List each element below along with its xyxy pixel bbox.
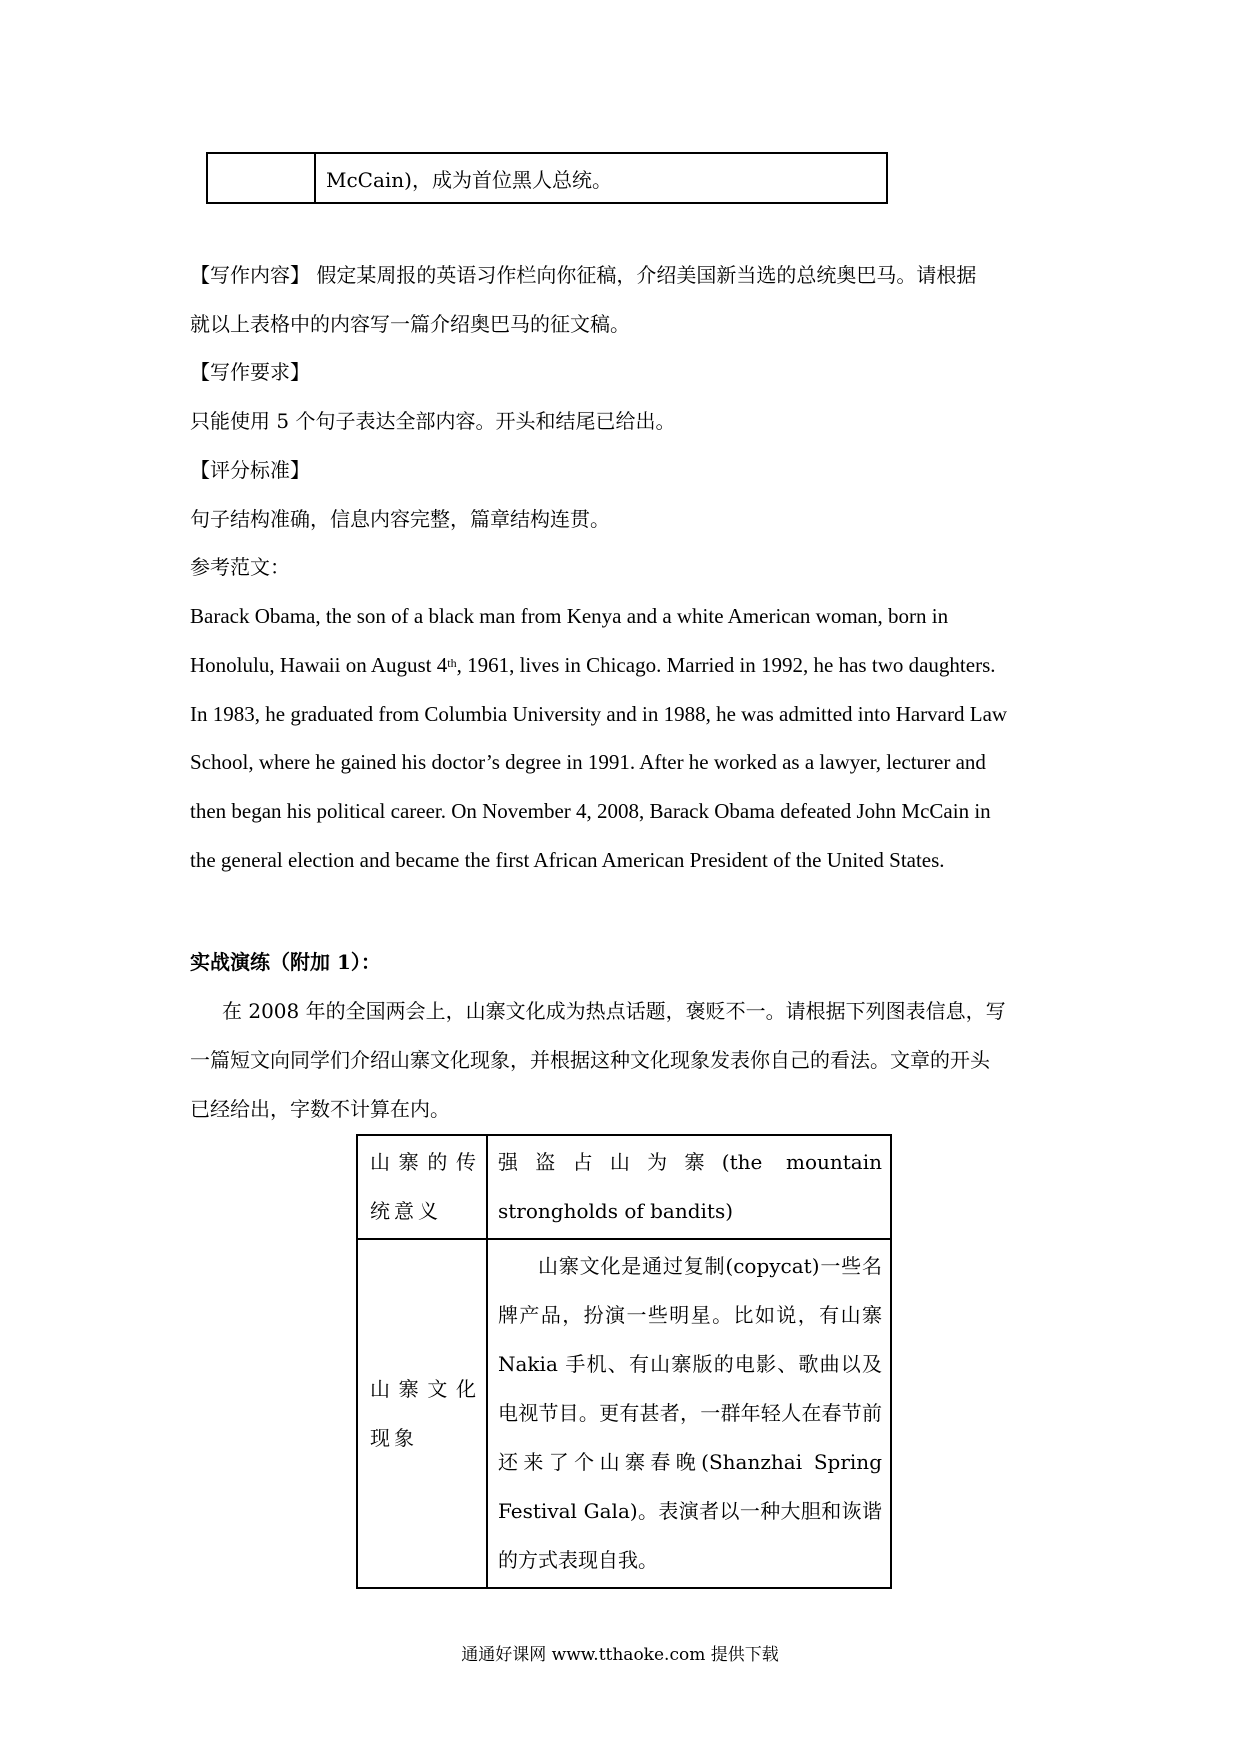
sample-essay-line-6: the general election and became the first African American President of the United States. — [190, 848, 945, 872]
sample-essay-heading: 参考范文： — [190, 555, 290, 579]
sample-essay-line-1: Barack Obama, the son of a black man from Kenya and a white American woman, born in — [190, 604, 949, 628]
row-value-traditional-meaning: 强盗占山为寨(the mountain strongholds of bandits) — [487, 1135, 891, 1239]
sample-essay-line-2 — [190, 641, 1060, 690]
shanzhai-info-table — [356, 1134, 892, 1589]
scoring-heading: 【评分标准】 — [190, 458, 310, 482]
table-cell-empty — [207, 153, 315, 203]
table-row — [357, 1239, 891, 1588]
writing-requirements-text: 只能使用 5 个句子表达全部内容。开头和结尾已给出。 — [190, 409, 676, 433]
continued-table — [206, 152, 888, 204]
writing-content-line-1: 【写作内容】 假定某周报的英语习作栏向你征稿，介绍美国新当选的总统奥巴马。请根据 — [190, 263, 977, 287]
table-cell-text: McCain)，成为首位黑人总统。 — [315, 153, 887, 203]
sample-essay-line-5: then began his political career. On November 4, 2008, Barack Obama defeated John McCain in — [190, 799, 991, 823]
practice-intro-line-1: 在 2008 年的全国两会上，山寨文化成为热点话题，褒贬不一。请根据下列图表信息，写 — [222, 999, 1006, 1023]
practice-intro-line-2: 一篇短文向同学们介绍山寨文化现象，并根据这种文化现象发表你自己的看法。文章的开头 — [190, 1048, 990, 1072]
writing-requirements-heading: 【写作要求】 — [190, 360, 310, 384]
practice-intro-line-3: 已经给出，字数不计算在内。 — [190, 1097, 450, 1121]
row-key-traditional-meaning: 山寨的传统意义 — [357, 1135, 487, 1239]
sample-line-2-part-b: , 1961, lives in Chicago. Married in 1992, he has two daughters. — [456, 653, 996, 677]
sample-essay-line-4: School, where he gained his doctor’s degree in 1991. After he worked as a lawyer, lecturer and — [190, 750, 986, 774]
ordinal-suffix: th — [447, 656, 457, 670]
row-value-culture-phenomenon: 山寨文化是通过复制(copycat)一些名牌产品，扮演一些明星。比如说，有山寨 Nakia 手机、有山寨版的电影、歌曲以及电视节目。更有甚者，一群年轻人在春节前还来了个山寨春晚(Shanzhai Spring Festival Gala)。表演者以一种大胆和诙谐的方式表现自我。 — [487, 1239, 891, 1588]
sample-essay-line-3: In 1983, he graduated from Columbia University and in 1988, he was admitted into Harvard Law — [190, 702, 1008, 726]
scoring-text: 句子结构准确，信息内容完整，篇章结构连贯。 — [190, 507, 610, 531]
row-key-culture-phenomenon: 山寨文化现象 — [357, 1239, 487, 1588]
page-footer: 通通好课网 www.tthaoke.com 提供下载 — [461, 1645, 779, 1665]
practice-heading: 实战演练（附加 1）： — [190, 950, 381, 974]
table-row — [357, 1135, 891, 1239]
sample-line-2-part-a: Honolulu, Hawaii on August 4 — [190, 653, 448, 677]
writing-content-line-2: 就以上表格中的内容写一篇介绍奥巴马的征文稿。 — [190, 312, 630, 336]
